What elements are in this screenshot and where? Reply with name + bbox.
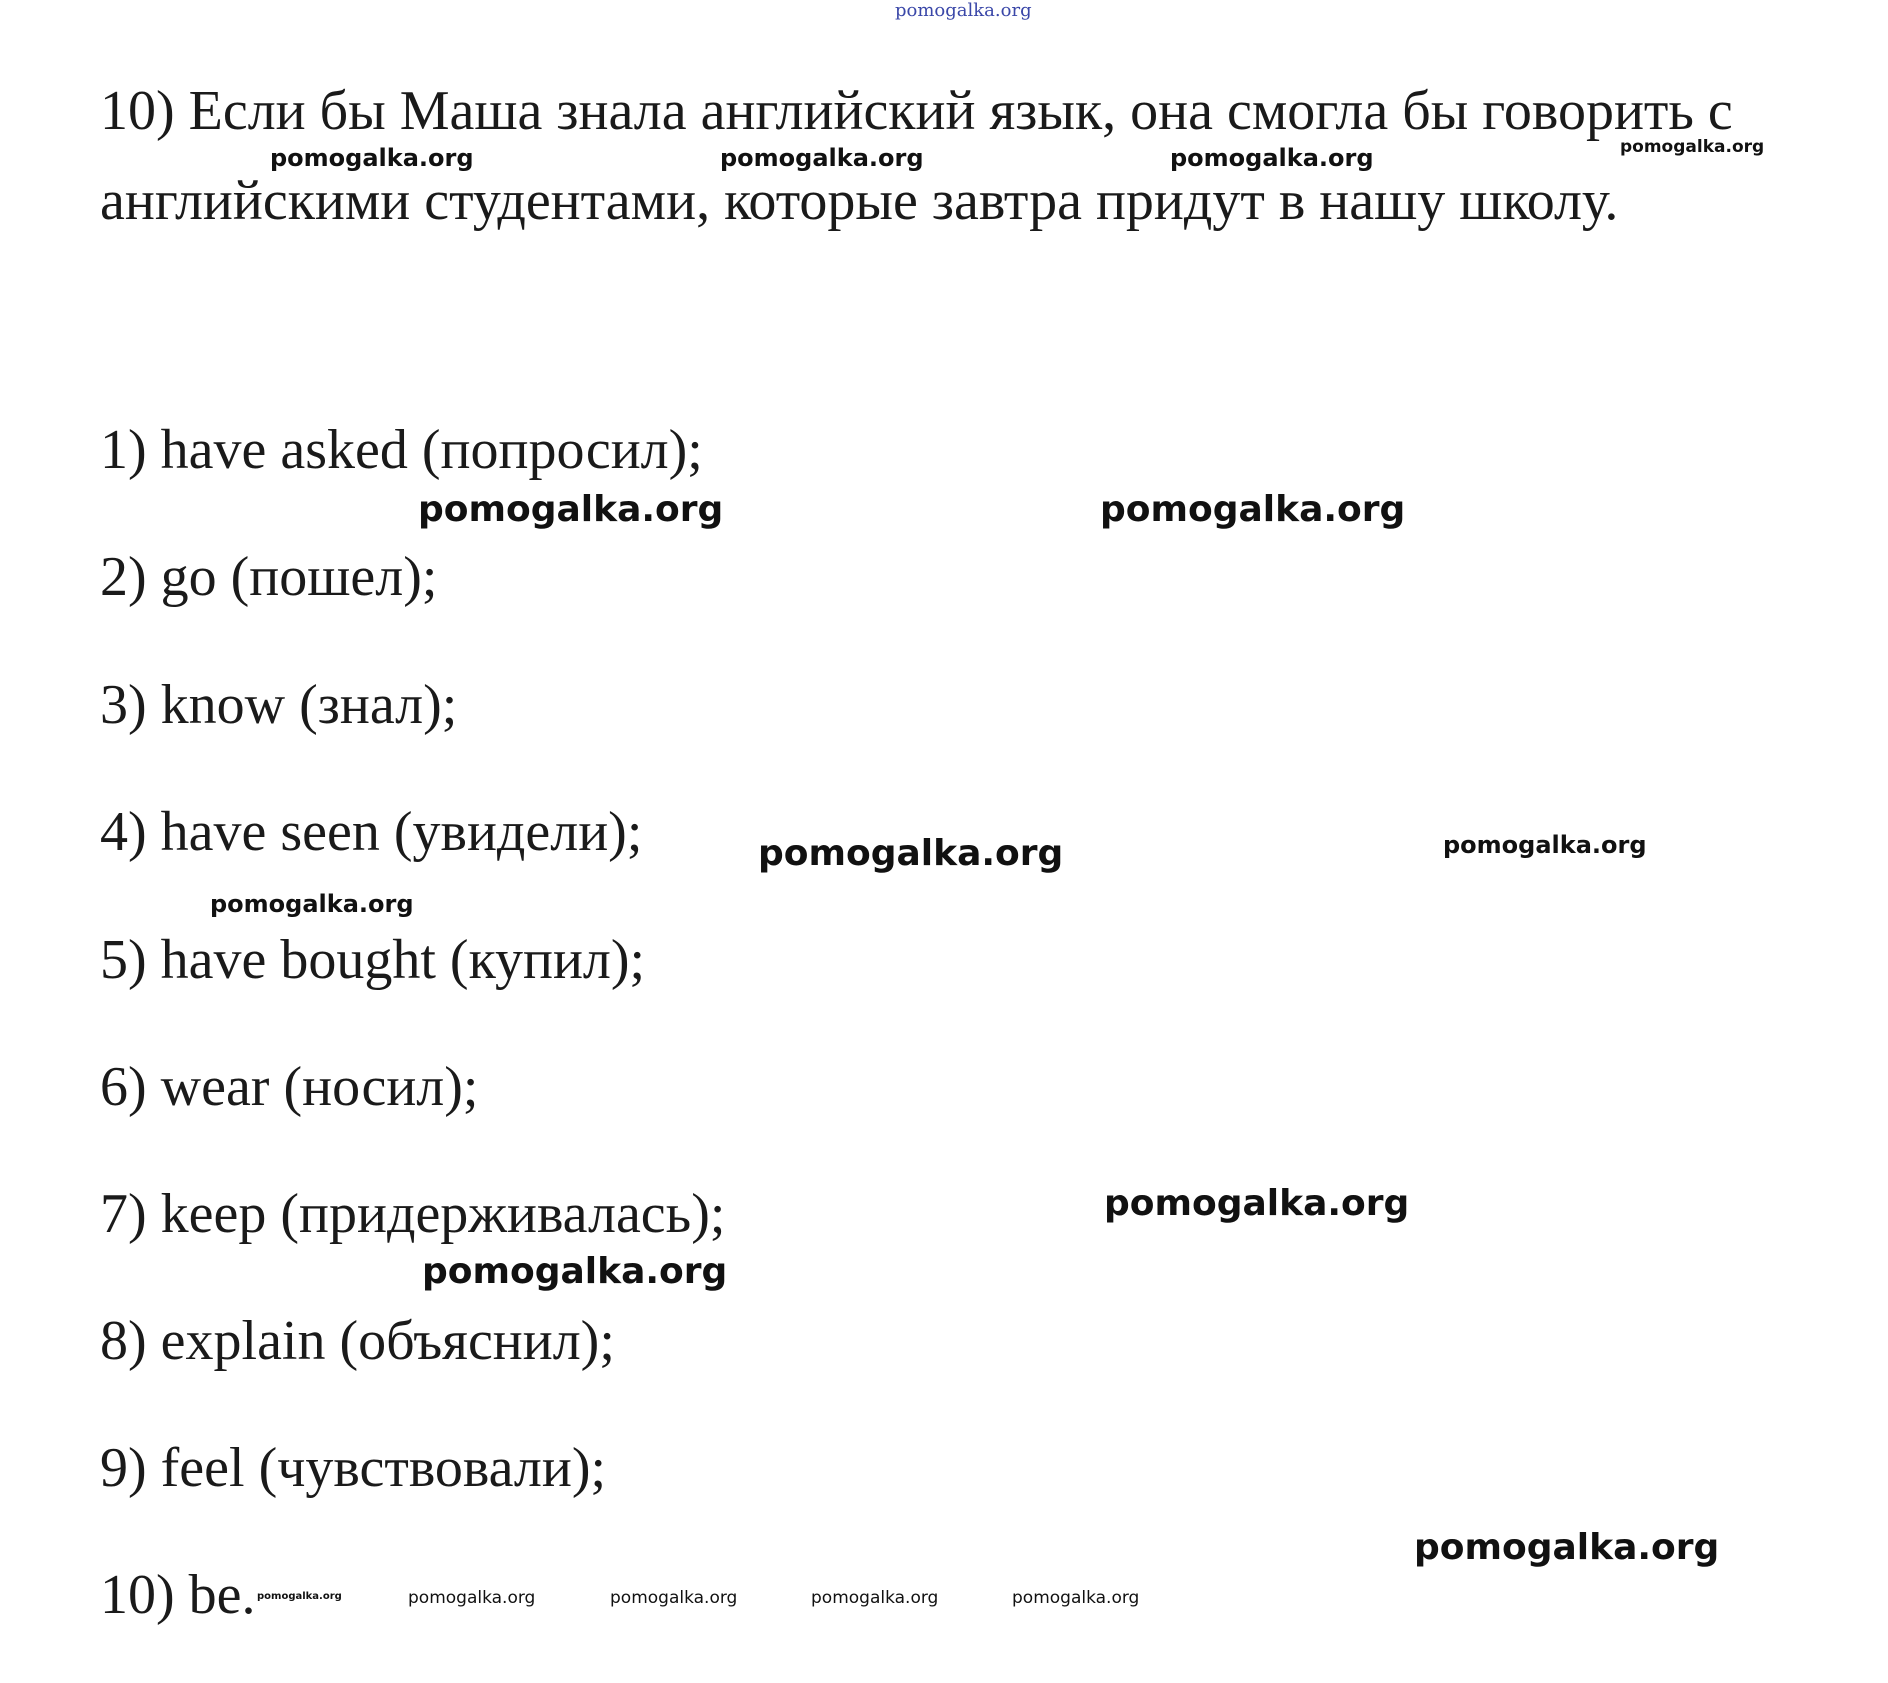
watermark: pomogalka.org — [1443, 831, 1647, 859]
watermark: pomogalka.org — [257, 1591, 342, 1602]
answer-item-10: 10) be. — [100, 1564, 256, 1626]
watermark: pomogalka.org — [610, 1588, 738, 1608]
watermark: pomogalka.org — [811, 1588, 939, 1608]
answer-item-4: 4) have seen (увидели); — [100, 801, 643, 863]
watermark: pomogalka.org — [418, 489, 724, 530]
watermark: pomogalka.org — [1012, 1588, 1140, 1608]
watermark: pomogalka.org — [210, 890, 414, 918]
answer-item-3: 3) know (знал); — [100, 674, 458, 736]
answer-item-9: 9) feel (чувствовали); — [100, 1437, 607, 1499]
watermark: pomogalka.org — [270, 144, 474, 172]
watermark: pomogalka.org — [422, 1251, 728, 1292]
answer-item-5: 5) have bought (купил); — [100, 929, 646, 991]
watermark: pomogalka.org — [408, 1588, 536, 1608]
watermark: pomogalka.org — [1414, 1527, 1720, 1568]
watermark: pomogalka.org — [720, 144, 924, 172]
answer-item-8: 8) explain (объяснил); — [100, 1310, 615, 1372]
watermark: pomogalka.org — [1104, 1183, 1410, 1224]
intro-paragraph: 10) Если бы Маша знала английский язык, она смогла бы говорить с английскими студентами, которые завтра придут в нашу школу. — [100, 80, 1733, 232]
header-watermark: pomogalka.org — [895, 0, 1032, 21]
answer-item-6: 6) wear (носил); — [100, 1056, 479, 1118]
answer-item-7: 7) keep (придерживалась); — [100, 1183, 726, 1245]
watermark: pomogalka.org — [1170, 144, 1374, 172]
watermark: pomogalka.org — [758, 833, 1064, 874]
watermark: pomogalka.org — [1100, 489, 1406, 530]
watermark: pomogalka.org — [1620, 137, 1765, 157]
answer-item-1: 1) have asked (попросил); — [100, 419, 703, 481]
answer-item-2: 2) go (пошел); — [100, 546, 438, 608]
